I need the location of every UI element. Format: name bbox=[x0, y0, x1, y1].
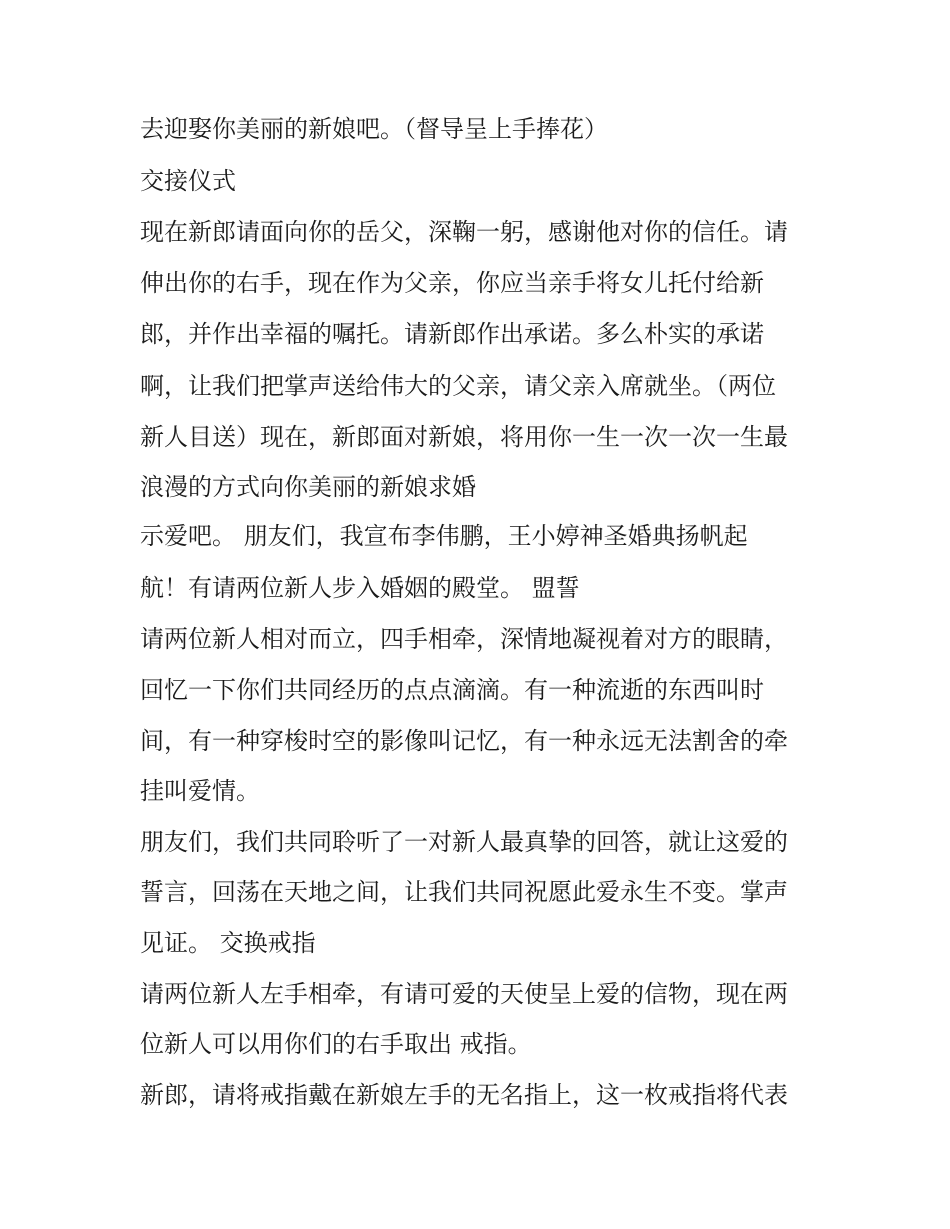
text-line: 新人目送）现在，新郎面对新娘，将用你一生一次一次一生最 bbox=[140, 423, 788, 451]
text-line: 航！有请两位新人步入婚姻的殿堂。 盟誓 bbox=[140, 574, 580, 602]
text-line: 回忆一下你们共同经历的点点滴滴。有一种流逝的东西叫时 bbox=[140, 676, 764, 704]
text-line: 挂叫爱情。 bbox=[140, 777, 260, 805]
text-line: 间，有一种穿梭时空的影像叫记忆，有一种永远无法割舍的牵 bbox=[140, 727, 788, 755]
text-line: 请两位新人相对而立，四手相牵，深情地凝视着对方的眼睛， bbox=[140, 625, 788, 653]
text-line: 浪漫的方式向你美丽的新娘求婚 bbox=[140, 473, 476, 501]
section-heading: 交接仪式 bbox=[140, 167, 236, 195]
text-line: 请两位新人左手相牵，有请可爱的天使呈上爱的信物，现在两 bbox=[140, 980, 788, 1008]
text-line: 朋友们，我们共同聆听了一对新人最真挚的回答，就让这爱的 bbox=[140, 828, 788, 856]
text-line: 啊，让我们把掌声送给伟大的父亲，请父亲入席就坐。（两位 bbox=[140, 372, 776, 400]
text-line: 示爱吧。 朋友们，我宣布李伟鹏，王小婷神圣婚典扬帆起 bbox=[140, 522, 748, 550]
text-line: 誓言，回荡在天地之间，让我们共同祝愿此爱永生不变。掌声 bbox=[140, 878, 788, 906]
text-line: 位新人可以用你们的右手取出 戒指。 bbox=[140, 1030, 532, 1058]
text-line: 见证。 交换戒指 bbox=[140, 929, 316, 957]
text-line: 去迎娶你美丽的新娘吧。（督导呈上手捧花） bbox=[140, 115, 608, 143]
text-line: 郎，并作出幸福的嘱托。请新郎作出承诺。多么朴实的承诺 bbox=[140, 320, 764, 348]
text-line: 现在新郎请面向你的岳父，深鞠一躬，感谢他对你的信任。请 bbox=[140, 218, 788, 246]
text-line: 新郎，请将戒指戴在新娘左手的无名指上，这一枚戒指将代表 bbox=[140, 1081, 788, 1109]
text-line: 伸出你的右手，现在作为父亲，你应当亲手将女儿托付给新 bbox=[140, 269, 764, 297]
